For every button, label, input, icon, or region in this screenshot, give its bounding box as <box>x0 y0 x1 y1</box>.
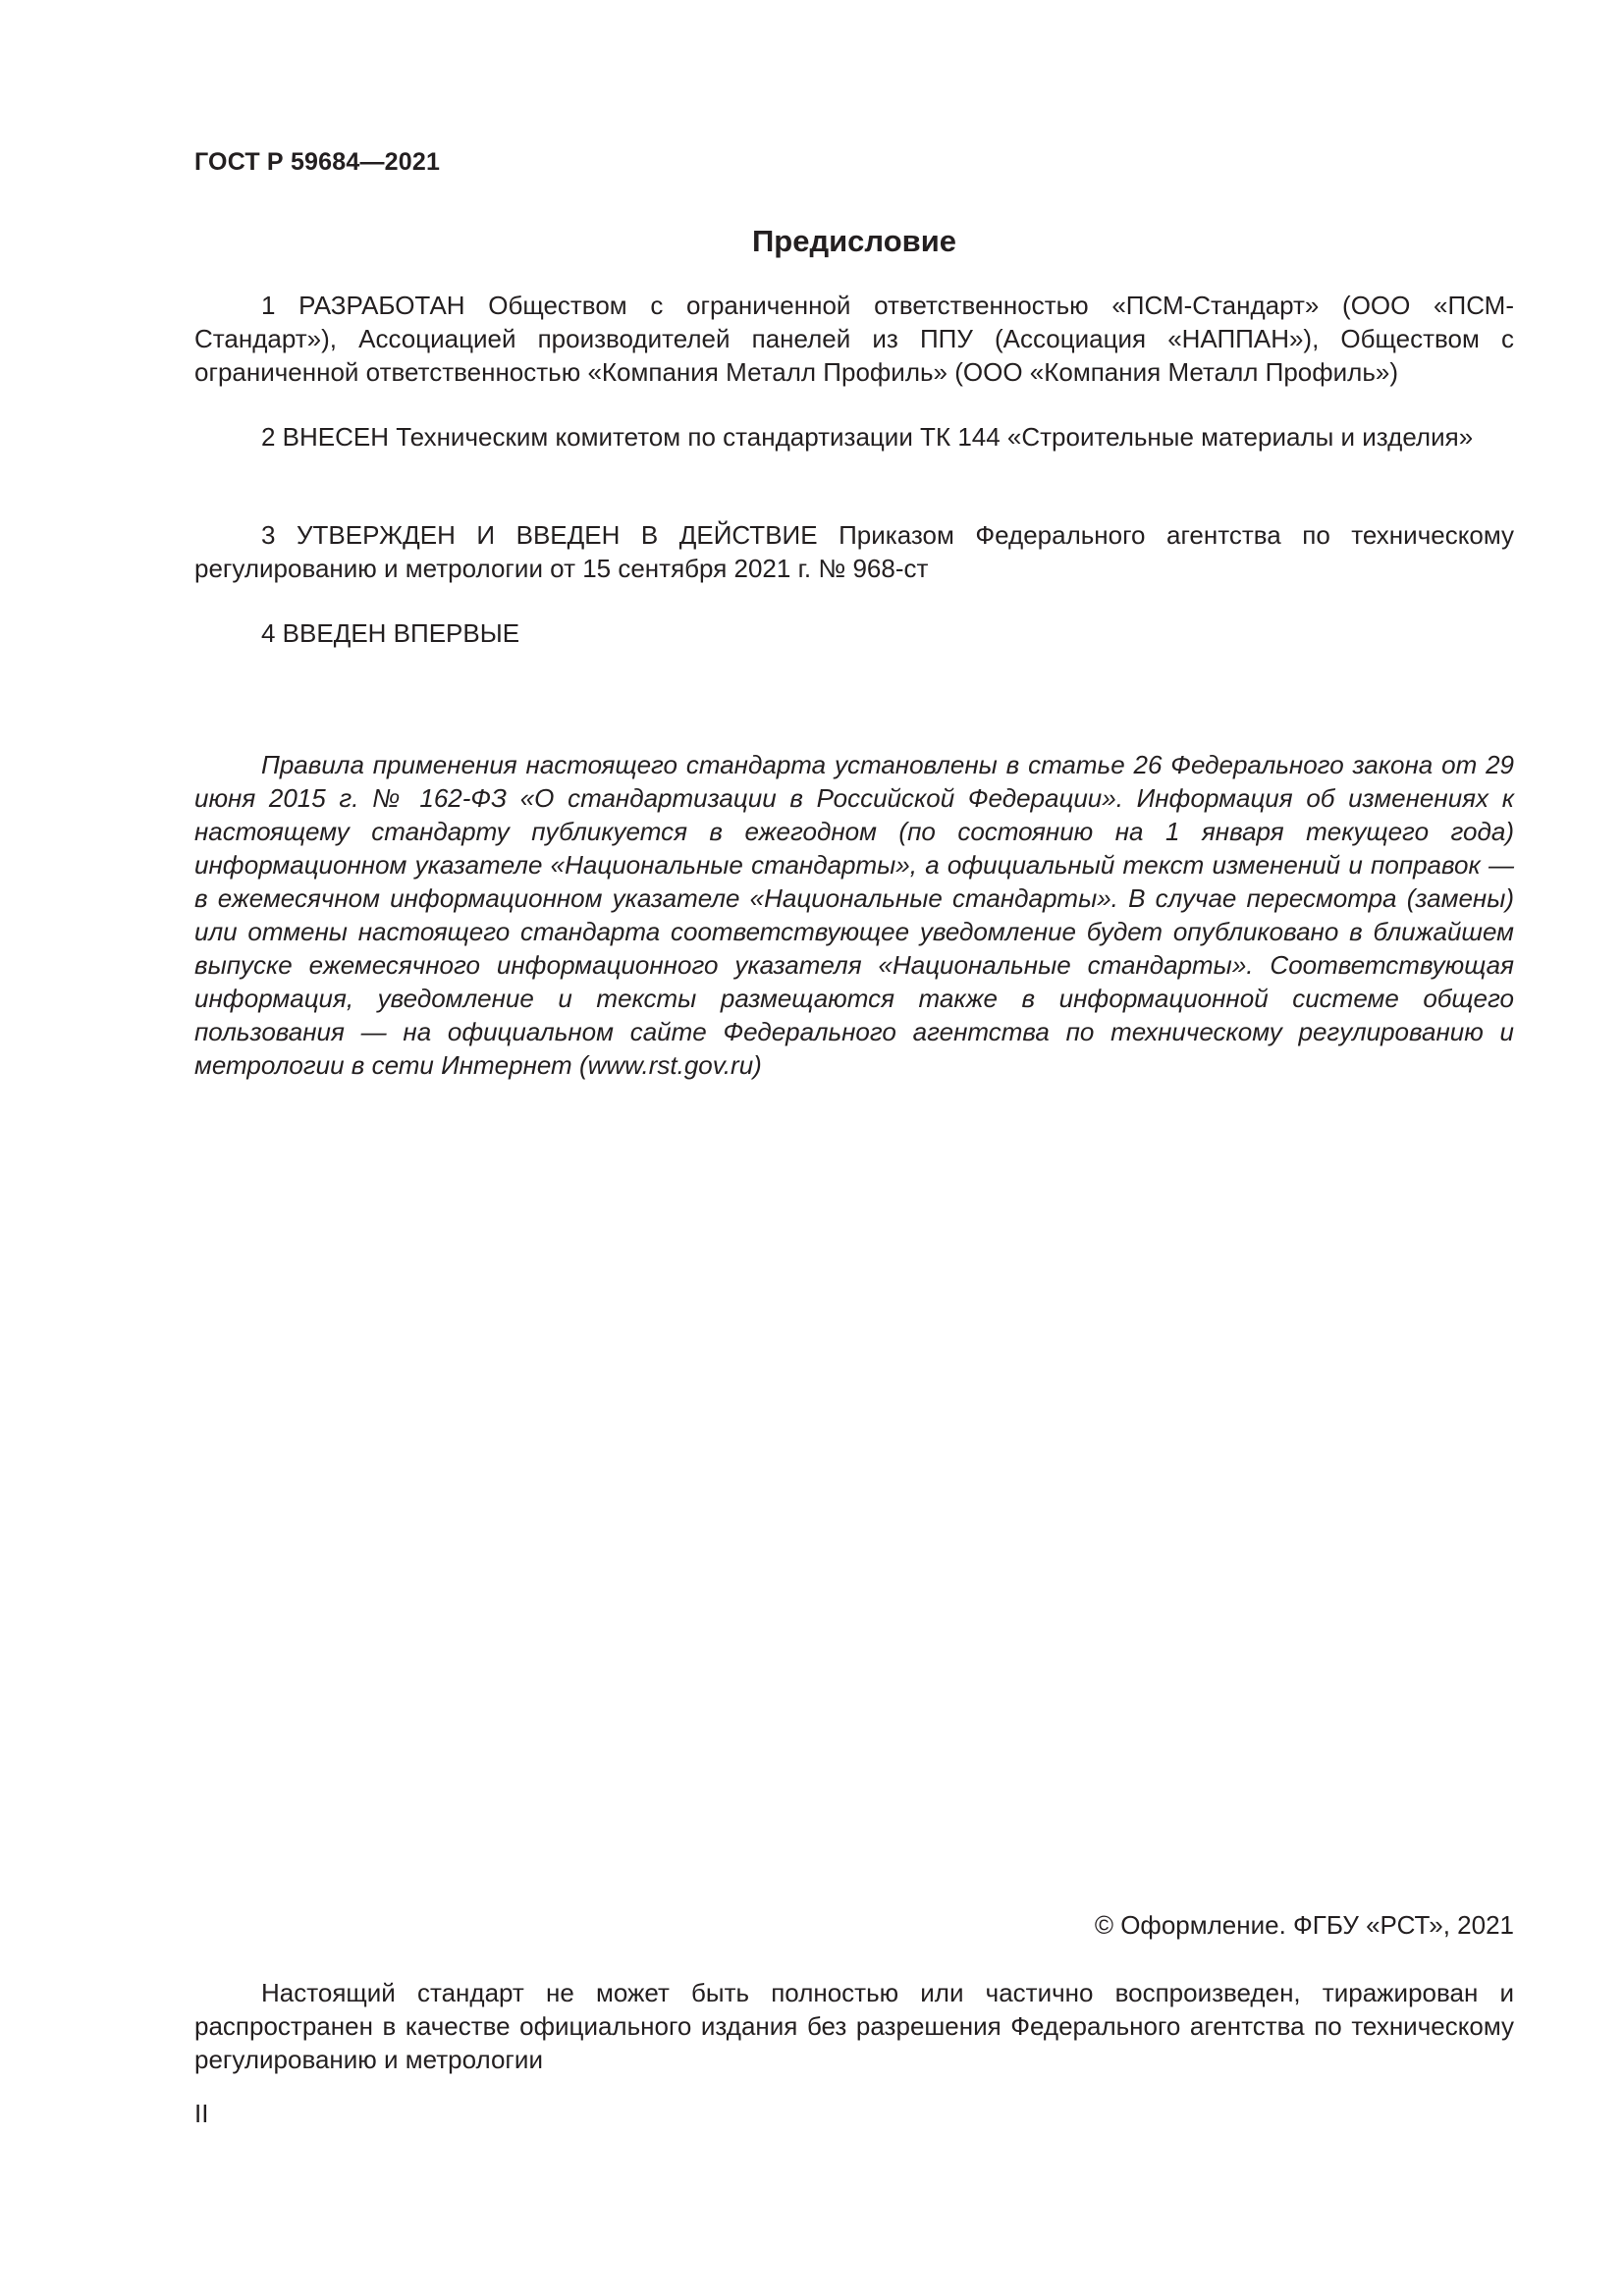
preface-item-approved: 3 УТВЕРЖДЕН И ВВЕДЕН В ДЕЙСТВИЕ Приказом Федерального агентства по техническому регулированию и метрологии от 15 сентября 2021 г. № 968-ст <box>194 520 1514 583</box>
page-number: II <box>194 2099 209 2128</box>
preface-item-introduced: 2 ВНЕСЕН Техническим комитетом по стандартизации ТК 144 «Строительные материалы и изделия» <box>261 422 1474 452</box>
copyright-line: © Оформление. ФГБУ «РСТ», 2021 <box>1094 1910 1514 1940</box>
reproduction-notice: Настоящий стандарт не может быть полностью или частично воспроизведен, тиражирован и распространен в качестве официального издания без разрешения Федерального агентства по техническому регулированию и метрологии <box>194 1978 1514 2074</box>
preface-title: Предисловие <box>751 224 956 258</box>
preface-item-developed: 1 РАЗРАБОТАН Обществом с ограниченной ответственностью «ПСМ-Стандарт» (ООО «ПСМ-Стандарт»), Ассоциацией производителей панелей из ППУ (Ассоциация «НАППАН»), Обществом с ограниченной ответственностью «Компания Металл Профиль» (ООО «Компания Металл Профиль») <box>194 291 1514 387</box>
application-rules-paragraph: Правила применения настоящего стандарта установлены в статье 26 Федерального закона от 29 июня 2015 г. № 162-ФЗ «О стандартизации в Российской Федерации». Информация об изменениях к настоящему стандарту публикуется в ежегодном (по состоянию на 1 января текущего года) информационном указателе «Национальные стандарты», а официальный текст изменений и поправок — в ежемесячном информационном указателе «Национальные стандарты». В случае пересмотра (замены) или отмены настоящего стандарта соответствующее уведомление будет опубликовано в ближайшем выпуске ежемесячного информационного указателя «Национальные стандарты». Соответствующая информация, уведомление и тексты размещаются также в информационной системе общего пользования — на официальном сайте Федерального агентства по техническому регулированию и метрологии в сети Интернет (www.rst.gov.ru) <box>194 750 1514 1080</box>
preface-item-first-introduced: 4 ВВЕДЕН ВПЕРВЫЕ <box>261 618 520 648</box>
document-code: ГОСТ Р 59684—2021 <box>194 148 441 176</box>
